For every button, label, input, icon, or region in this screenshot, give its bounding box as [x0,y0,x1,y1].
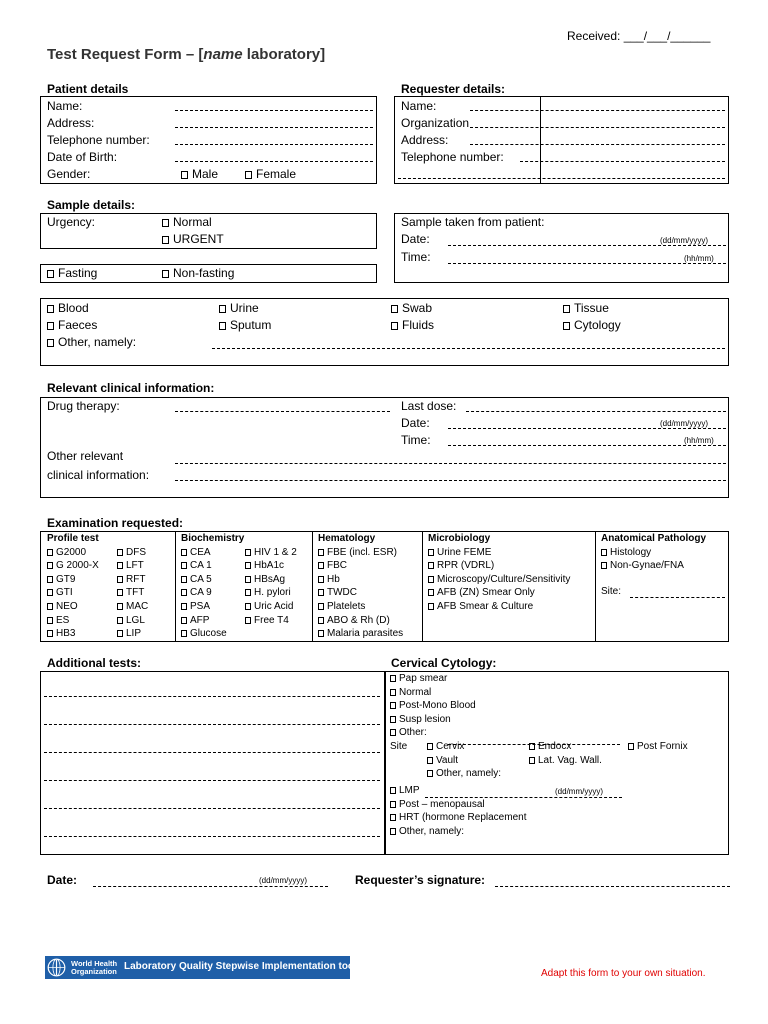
other-clinical-line-1[interactable] [175,463,726,464]
biochem-glucose-checkbox[interactable]: Glucose [181,628,227,639]
other-clinical-line-2[interactable] [175,480,726,481]
cyto-site-label: Site [390,740,408,752]
hema-malaria-checkbox[interactable]: Malaria parasites [318,628,403,639]
additional-line-3[interactable] [44,752,380,753]
microbiology-column [428,532,570,614]
cyto-pap-checkbox[interactable]: Pap smear [390,673,447,684]
clinical-info-heading: Relevant clinical information: [47,381,215,395]
fasting-checkbox[interactable]: Fasting [47,267,97,279]
urgency-label: Urgency: [47,215,96,229]
biochemistry-column-2 [245,546,297,628]
footer-date-label: Date: [47,873,78,887]
additional-line-1[interactable] [44,696,380,697]
profile-lgl-checkbox[interactable]: LGL [117,615,145,626]
profile-test-column-2 [117,546,148,641]
path-site-label: Site: [601,586,622,597]
profile-hb3-checkbox[interactable]: HB3 [47,628,75,639]
microbiology-title: Microbiology [428,533,491,544]
profile-lft-checkbox[interactable]: LFT [117,560,144,571]
who-emblem-icon [47,958,66,977]
cervical-column-2 [390,784,526,838]
urgency-normal-checkbox[interactable]: Normal [162,216,212,228]
hema-twdc-checkbox[interactable]: TWDC [318,587,357,598]
patient-telephone-label: Telephone number: [47,133,150,147]
profile-test-title: Profile test [47,533,99,544]
footer-date-format: (dd/mm/yyyy) [259,876,307,885]
dose-date-line[interactable] [448,428,726,429]
sample-date-line[interactable] [448,245,726,246]
additional-line-6[interactable] [44,836,380,837]
sample-time-format: (hh/mm) [684,254,714,263]
who-banner [45,956,357,979]
path-nongynae-checkbox[interactable]: Non-Gynae/FNA [601,560,684,571]
profile-mac-checkbox[interactable]: MAC [117,601,148,612]
dose-time-line[interactable] [448,445,726,446]
hema-fbc-checkbox[interactable]: FBC [318,560,347,571]
sample-taken-label: Sample taken from patient: [401,215,545,229]
additional-line-4[interactable] [44,780,380,781]
sample-time-label: Time: [401,250,431,264]
cyto-other-checkbox[interactable]: Other: [390,727,427,738]
sample-fluids-checkbox[interactable]: Fluids [391,319,434,331]
signature-line[interactable] [495,886,730,887]
page-title: Test Request Form – [name laboratory] [47,46,326,63]
footer-date-line[interactable] [93,886,328,887]
micro-urine-feme-checkbox[interactable]: Urine FEME [428,547,491,558]
cyto-site-options [427,740,501,781]
sample-sputum-checkbox[interactable]: Sputum [219,319,271,331]
dose-time-format: (hh/mm) [684,436,714,445]
cyto-vault-checkbox[interactable]: Vault [427,755,458,766]
micro-afb-zn-checkbox[interactable]: AFB (ZN) Smear Only [428,587,535,598]
dose-date-format: (dd/mm/yyyy) [660,419,708,428]
additional-tests-heading: Additional tests: [47,656,142,670]
non-fasting-checkbox[interactable]: Non-fasting [162,267,234,279]
last-dose-line[interactable] [466,411,726,412]
other-clinical-label-1: Other relevant [47,449,124,463]
patient-telephone-line[interactable] [175,144,373,145]
patient-name-label: Name: [47,99,83,113]
cyto-susp-checkbox[interactable]: Susp lesion [390,714,451,725]
biochem-cea-checkbox[interactable]: CEA [181,547,211,558]
cyto-postfornix-checkbox[interactable]: Post Fornix [628,740,688,754]
sample-details-heading: Sample details: [47,198,136,212]
path-site-line[interactable] [630,597,725,598]
adapt-note: Adapt this form to your own situation. [541,968,706,979]
cyto-hrt-checkbox[interactable]: HRT (hormone Replacement [390,812,526,823]
drug-therapy-line[interactable] [175,411,390,412]
profile-g2000-checkbox[interactable]: G2000 [47,547,86,558]
patient-name-line[interactable] [175,110,373,111]
biochem-hiv-checkbox[interactable]: HIV 1 & 2 [245,547,297,558]
sample-type-box [40,298,729,366]
hema-hb-checkbox[interactable]: Hb [318,574,340,585]
dose-time-label: Time: [401,433,431,447]
patient-address-label: Address: [47,116,95,130]
sample-faeces-checkbox[interactable]: Faeces [47,319,97,331]
profile-tft-checkbox[interactable]: TFT [117,587,144,598]
profile-test-column [47,532,99,641]
cyto-normal-checkbox[interactable]: Normal [390,687,431,698]
cyto-latvag-checkbox[interactable]: Lat. Vag. Wall. [529,755,602,766]
cyto-cervix-checkbox[interactable]: Cervix [427,741,464,752]
sample-other-checkbox[interactable]: Other, namely: [47,336,136,348]
clinical-info-box [40,397,729,498]
cyto-site-other-checkbox[interactable]: Other, namely: [427,768,501,779]
additional-line-2[interactable] [44,724,380,725]
profile-es-checkbox[interactable]: ES [47,615,69,626]
sample-swab-checkbox[interactable]: Swab [391,302,432,314]
path-histology-checkbox[interactable]: Histology [601,547,651,558]
requester-extra-line[interactable] [398,178,725,179]
cyto-other-namely-checkbox[interactable]: Other, namely: [390,826,464,837]
hema-platelets-checkbox[interactable]: Platelets [318,601,365,612]
signature-label: Requester’s signature: [355,873,486,887]
sample-date-format: (dd/mm/yyyy) [660,236,708,245]
cyto-postmono-checkbox[interactable]: Post-Mono Blood [390,700,476,711]
patient-gender-label: Gender: [47,167,91,181]
patient-address-line[interactable] [175,127,373,128]
sample-urine-checkbox[interactable]: Urine [219,302,259,314]
other-clinical-label-2: clinical information: [47,468,150,482]
biochem-ca5-checkbox[interactable]: CA 5 [181,574,212,585]
requester-name-label: Name: [401,99,437,113]
patient-dob-line[interactable] [175,161,373,162]
biochem-free-t4-checkbox[interactable]: Free T4 [245,615,289,626]
who-name: World Health Organization [71,959,118,976]
biochem-uric-acid-checkbox[interactable]: Uric Acid [245,601,293,612]
micro-afb-culture-checkbox[interactable]: AFB Smear & Culture [428,601,533,612]
profile-lip-checkbox[interactable]: LIP [117,628,141,639]
cyto-postmeno-checkbox[interactable]: Post – menopausal [390,799,485,810]
requester-address-line[interactable] [470,144,725,145]
sample-cytology-checkbox[interactable]: Cytology [563,319,621,331]
cyto-site-options-2 [529,740,602,767]
requester-telephone-label: Telephone number: [401,150,504,164]
exam-heading: Examination requested: [47,516,184,530]
hema-fbe-checkbox[interactable]: FBE (incl. ESR) [318,547,397,558]
requester-name-line[interactable] [470,110,725,111]
sample-blood-checkbox[interactable]: Blood [47,302,89,314]
profile-g2000x-checkbox[interactable]: G 2000-X [47,560,99,571]
requester-organization-label: Organization [401,116,470,130]
profile-gt9-checkbox[interactable]: GT9 [47,574,75,585]
patient-dob-label: Date of Birth: [47,150,118,164]
biochem-hba1c-checkbox[interactable]: HbA1c [245,560,284,571]
gender-female-checkbox[interactable]: Female [245,168,296,180]
biochem-ca9-checkbox[interactable]: CA 9 [181,587,212,598]
additional-tests-box [40,671,385,855]
cyto-endocx-checkbox[interactable]: Endocx [529,741,571,752]
gender-male-checkbox[interactable]: Male [181,168,218,180]
profile-rft-checkbox[interactable]: RFT [117,574,145,585]
biochem-psa-checkbox[interactable]: PSA [181,601,210,612]
hema-abo-checkbox[interactable]: ABO & Rh (D) [318,615,390,626]
anatomical-pathology-column [601,532,706,573]
requester-organization-line[interactable] [470,127,725,128]
anatomical-pathology-title: Anatomical Pathology [601,533,707,544]
sample-time-line[interactable] [448,263,726,264]
biochem-afp-checkbox[interactable]: AFP [181,615,209,626]
last-dose-label: Last dose: [401,399,457,413]
lqsi-tool-title: Laboratory Quality Stepwise Implementation tool [124,961,357,972]
sample-date-label: Date: [401,232,430,246]
biochem-hbsag-checkbox[interactable]: HBsAg [245,574,285,585]
profile-dfs-checkbox[interactable]: DFS [117,547,146,558]
patient-details-heading: Patient details [47,82,129,96]
biochemistry-column [181,532,244,641]
received-field[interactable]: Received: ___/___/______ [567,29,711,43]
biochem-ca1-checkbox[interactable]: CA 1 [181,560,212,571]
requester-address-label: Address: [401,133,449,147]
requester-telephone-line[interactable] [520,161,725,162]
additional-line-5[interactable] [44,808,380,809]
biochemistry-title: Biochemistry [181,533,245,544]
sample-tissue-checkbox[interactable]: Tissue [563,302,609,314]
drug-therapy-label: Drug therapy: [47,399,120,413]
cyto-lmp-checkbox[interactable]: LMP [390,785,420,796]
sample-other-line[interactable] [212,348,725,349]
micro-mcs-checkbox[interactable]: Microscopy/Culture/Sensitivity [428,574,570,585]
cyto-lmp-line[interactable] [425,797,622,798]
hematology-title: Hematology [318,533,376,544]
cervical-cytology-heading: Cervical Cytology: [391,656,497,670]
hematology-column [318,532,403,641]
micro-rpr-checkbox[interactable]: RPR (VDRL) [428,560,494,571]
cyto-lmp-format: (dd/mm/yyyy) [555,787,603,796]
profile-neo-checkbox[interactable]: NEO [47,601,78,612]
urgency-urgent-checkbox[interactable]: URGENT [162,233,224,245]
profile-gti-checkbox[interactable]: GTI [47,587,73,598]
biochem-hpylori-checkbox[interactable]: H. pylori [245,587,291,598]
dose-date-label: Date: [401,416,430,430]
requester-details-heading: Requester details: [401,82,506,96]
